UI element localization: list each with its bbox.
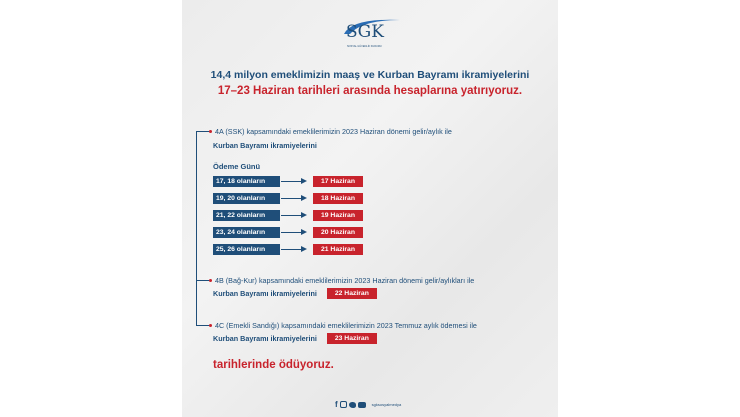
twitter-icon[interactable] xyxy=(349,402,356,408)
closing-text: tarihlerinde ödüyoruz. xyxy=(213,359,334,371)
headline-line2: 17–23 Haziran tarihleri arasında hesaplarına yatırıyoruz. xyxy=(217,85,523,97)
instagram-icon[interactable] xyxy=(340,401,347,408)
section-4c-text: 4C (Emekli Sandığı) kapsamındaki emeklilerimizin 2023 Temmuz aylık ödemesi ile xyxy=(215,321,477,330)
table-title: Ödeme Günü xyxy=(213,162,261,171)
sgk-logo: SGK SOSYAL GÜVENLİK KURUMU xyxy=(342,16,402,52)
section-4b-text: 4B (Bağ-Kur) kapsamındaki emeklilerimizin 2023 Haziran dönemi gelir/aylıkları ile xyxy=(215,276,475,285)
headline xyxy=(182,68,558,99)
facebook-icon[interactable]: f xyxy=(335,400,338,409)
youtube-icon[interactable] xyxy=(358,402,366,408)
arrow-icon xyxy=(281,198,305,199)
social-footer: f sgksosyalmedya xyxy=(335,400,402,409)
timeline-line xyxy=(196,131,197,326)
arrow-icon xyxy=(281,181,305,182)
arrow-icon xyxy=(281,232,305,233)
arrow-icon xyxy=(281,249,305,250)
poster: SGK SOSYAL GÜVENLİK KURUMU 14,4 milyon emeklimizin maaş ve Kurban Bayramı ikramiyelerini 17–23 Haziran tarihleri arasında hesaplarına yatırıyoruz. 4A (SSK) kapsamındaki emeklilerimizin 2023 Haziran dönemi gelir/aylık ile Kurban Bayramı ikramiyelerini Ödeme Günü 17, 18 olanların 17 Haziran 19, 20 olanların 18 Haziran 21, 22 olanların 19 Haziran 23, 24 olanların 20 Haziran 25, 26 olanların 21 Haziran 4B (Bağ-Kur) kapsamındaki emeklilerimizin 2023 Haziran dönemi gelir/aylıkları ile Kurban Bayramı ikramiyelerini 22 Haziran 4C (Emekli Sandığı) kapsamındaki emeklilerimizin 2023 Temmuz aylık ödemesi ile Kurban Bayramı ikramiyelerini 23 Haziran tarihlerinde ödüyoruz. f sgksosyalmedya xyxy=(182,0,558,417)
date-badge-4c: 23 Haziran xyxy=(327,333,377,344)
date-badge-4b: 22 Haziran xyxy=(327,288,377,299)
arrow-icon xyxy=(281,215,305,216)
headline-line1: 14,4 milyon emeklimizin maaş ve Kurban Bayramı ikramiyelerini xyxy=(210,69,530,81)
section-4a-text: 4A (SSK) kapsamındaki emeklilerimizin 2023 Haziran dönemi gelir/aylık ile xyxy=(215,127,452,136)
